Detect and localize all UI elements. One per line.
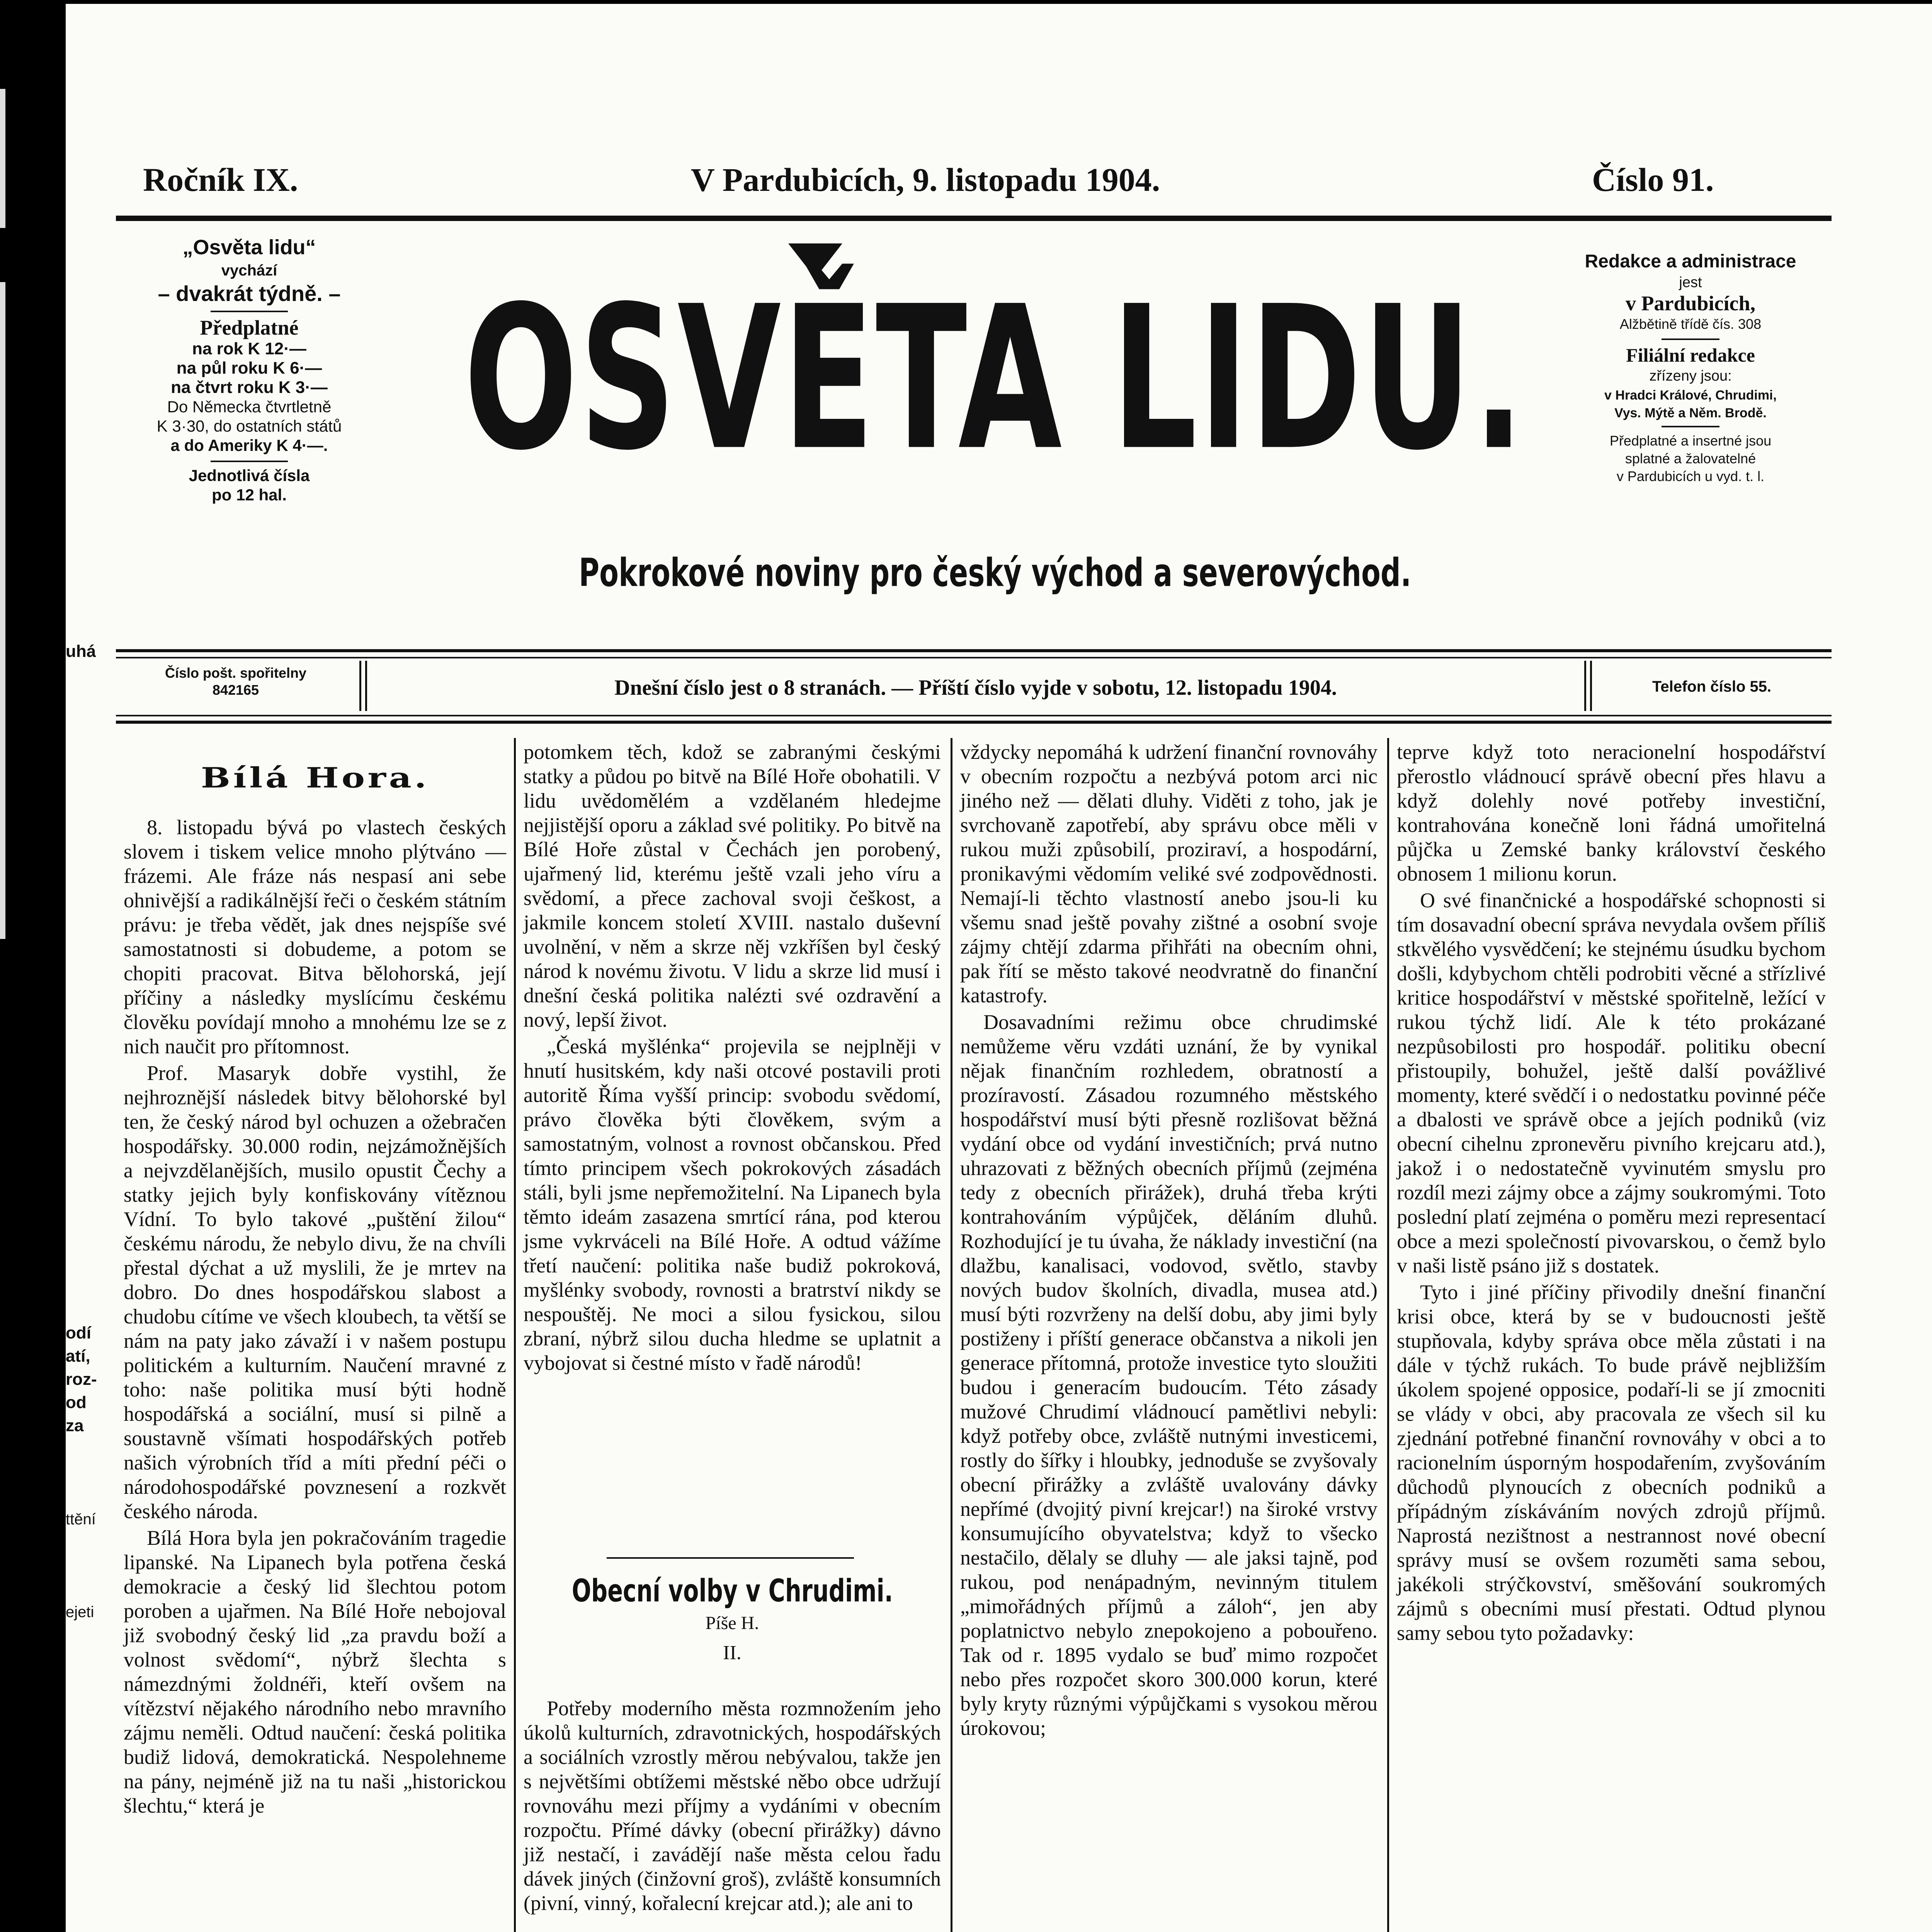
paragraph: Potřeby moderního města rozmnožením jeho úkolů kulturních, zdravotnických, hospodářských a sociálních vzrostly měrou nebývalou, takže jen s největšími obtížemi městské něbo obce udržují rovnováhu mezi příjmy a vydáními v obecním rozpočtu. Přímé dávky (obecní přirážky) dávno již nestačí, i zavádějí naše města celou řadu dávek jiných (činžovní groš), zvláště konsumních (pivní, vinný, kořalecní krejcar atd.); ale ani to [524, 1697, 941, 1915]
fragment: od [66, 1393, 87, 1412]
fragment: ttění [66, 1511, 96, 1528]
article-column-2b [524, 1696, 941, 1932]
info-bar-divider [365, 661, 367, 711]
divider [1662, 338, 1719, 340]
paragraph: 8. listopadu bývá po vlastech českých slovem i tiskem velice mnoho plýtváno — frázemi. Ale fráze nás nespasí ani sebe ohnivější a radikálnější řeči o českém státním právu: je třeba vědět, jak dnes nejspíše své samostatnosti si dobudeme, a potom se chopiti pracovat. Bitva bělohorská, její příčiny a následky myslícímu českému člověku povídají mnoho a mnohému lze se z nich naučit pro přítomnost. [124, 816, 506, 1058]
info-bar-divider [1590, 661, 1592, 711]
info-bar-divider [1584, 661, 1586, 711]
article2-section: II. [723, 1642, 742, 1664]
place-and-date: V Pardubicích, 9. listopadu 1904. [690, 161, 1160, 198]
paragraph: Bílá Hora byla jen pokračováním tragedie lipanské. Na Lipanech byla potřena česká demokracie a český lid šlechtou potom poroben a ujařmen. Na Bílé Hoře nebojoval již svobodný český lid „za pravdu boží a volnost svědomí“, nýbrž šlechta s námezdnými žoldnéři, kteří ovšem na vítězství nějakého národního nebo mravního zájmu neměli. Odtud naučení: česká politika budiž lidová, demokratická. Nespolehneme na pány, nejméně již na tu naši „historickou šlechtu,“ která je [124, 1526, 506, 1817]
office-box [1569, 251, 1812, 485]
branch-cities: Vys. Mýtě a Něm. Brodě. [1614, 406, 1767, 420]
newspaper-page [66, 4, 1932, 1932]
masthead-title: OSVĚTA LIDU. [464, 264, 1526, 494]
office-title: Redakce a administrace [1585, 251, 1796, 272]
adjacent-page-fragments-4 [66, 1604, 94, 1621]
section-rule [607, 1557, 854, 1559]
article2-byline: Píše H. [705, 1613, 759, 1633]
article-column-1 [124, 815, 506, 1932]
single-copy-label: Jednotlivá čísla [189, 466, 310, 485]
volume-number: Ročník IX. [143, 161, 298, 198]
price-line: na čtvrt roku K 3·— [171, 378, 328, 397]
masthead-subtitle-wrap [406, 550, 1584, 596]
paragraph: teprve když toto neracionelní hospodářství přerostlo vládnoucí správě obecní přes hlavu a když dolehly nové potřeby investiční, kontrahována konečně loni řádná umořitelná půjčka u Zemské banky království českého obnosem 1 milionu korun. [1397, 740, 1826, 885]
branch-title: Filiální redakce [1626, 344, 1755, 366]
paragraph: O své finančnické a hospodářské schopnosti si tím dosavadní obecní správa nevydala ovšem příliš stkvělého vysvědčení; ke stejnému úsudku bychom došli, kdybychom chtěli podrobiti věcné a střízlivé kritice hospodářství v městské spořitelně, ležící v rukou týchž lidí. Ale k této prokázané nezpůsobilosti pro hospodář. politiku obecní přistoupily, bohužel, ještě další povážlivé momenty, které svědčí i o nedostatku povinné péče a dbalosti ve správě obce a jejích podniků (viz obecní cihelnu zpronevěru pivního krejcaru atd.), jakož i o nedostatečně vyvinutém smyslu pro rozdíl mezi zájmy obce a zájmy soukromými. Toto poslední platí zejména o poměru mezi representací obce a mezi společností pivovarskou, o čemž bylo v naši listě psáno již s dostatek. [1397, 889, 1826, 1277]
info-bar-rule-bottom [116, 715, 1832, 716]
article-column-2 [524, 740, 941, 1544]
paragraph: Tyto i jiné příčiny přivodily dnešní finanční krisi obce, která by se v budoucnosti ještě stupňovala, kdyby správa obce měla zůstati i na dále v týchž rukách. To bude právě nejbližším úkolem spojené opposice, podaří-li se jí zmocniti se vlády v obci, aby pracovala ze všech sil ku zjednání potřebné finanční rovnováhy v obci a to racionelním úsporným hospodařením, zvyšováním důchodů plynoucích z obecních podniků a přípádným získáváním nových zdrojů příjmů. Naprostá nezištnost a nestrannost nové obecní správy musí se ovšem rozuměti sama sebou, jakékoli strýčkovství, směšování soukromých zájmů s obecními musí přestati. Odtud plynou samy sebou tyto požadavky: [1397, 1281, 1826, 1645]
adjacent-page-fragments [66, 641, 96, 662]
paper-name-small: „Osvěta lidu“ [182, 236, 316, 259]
postal-account-number: 842165 [212, 682, 259, 698]
price-line: na rok K 12·— [192, 339, 306, 358]
fragment: atí, [66, 1347, 90, 1366]
masthead-subtitle: Pokrokové noviny pro český východ a severovýchod. [578, 550, 1412, 596]
left-edge-bars [0, 89, 8, 939]
divider [211, 311, 288, 312]
subscription-box [124, 236, 375, 505]
fragment: odí [66, 1323, 91, 1342]
article2-header [524, 1572, 941, 1664]
branch-line: zřízeny jsou: [1649, 368, 1732, 384]
adjacent-page-fragments-3 [66, 1511, 96, 1528]
fragment: roz- [66, 1370, 97, 1389]
masthead [406, 264, 1584, 583]
column-rule [514, 738, 516, 1932]
info-bar-rule-bottom2 [116, 721, 1832, 724]
telephone: Telefon číslo 55. [1652, 678, 1772, 695]
article2-title: Obecní volby v Chrudimi. [571, 1572, 893, 1609]
fragment: za [66, 1416, 84, 1435]
office-line: jest [1679, 274, 1702, 291]
postal-account-label: Číslo pošt. spořitelny [165, 665, 307, 681]
info-bar-rule-top2 [116, 657, 1832, 658]
price-line: K 3·30, do ostatních států [156, 417, 342, 435]
divider [1662, 426, 1719, 427]
price-line: a do Ameriky K 4·—. [170, 436, 328, 454]
adjacent-page-fragments-2 [66, 1321, 97, 1437]
paragraph: Prof. Masaryk dobře vystihl, že nejhroznější následek bitvy bělohorské byl ten, že český národ byl ochuzen a ožebračen hospodářsky. 30.000 rodin, nejzámožnějších a nejvzdělanějších, musilo opustit Čechy a statky jejich byly konfiskovány vítěznou Vídní. To bylo takové „puštění žilou“ českému národu, že nebylo divu, že na chvíli přestal dýchat a už myslili, že je mrtev na dobro. Do dnes hospodářskou slabost a chudobu cítíme ve všech kloubech, ta větší se nám na paty jako závaží i v našem postupu politickém a kulturním. Naučení mravné z toho: naše politika musí býti hodně hospodářská a sociální, musí si pilně a soustavně všímati hospodářských potřeb našich výrobních tříd a míti přední péči o národohospodářské povznesení a rozkvět českého národa. [124, 1061, 506, 1523]
divider [211, 461, 288, 462]
office-note: v Pardubicích u vyd. t. l. [1616, 468, 1765, 484]
fragment: uhá [66, 642, 96, 661]
paragraph: „Česká myšlénka“ projevila se nejplněji v hnutí husitském, kdy naši otcové postavili proti autoritě Říma vyšší princip: svobodu svědomí, právo člověka býti člověkem, svým a samostatným, volnost a rovnost občanskou. Před tímto principem všech pokrokových zásadách stáli, byli jsme nepřemožitelní. Na Lipanech byla těmto ideám zasazena smrtící rána, pod kterou jsme vykrváceli na Bílé Hoře. A odtud vážíme třetí naučení: politika naše budiž pokroková, myšlénky svobody, rovnosti a bratrství nikdy se nespouštěj. Ne moci a silou fysickou, silou zbraní, nýbrž silou ducha hledme se uplatnit a vybojovat si čestné místo v řadě národů! [524, 1035, 941, 1374]
paragraph: Dosavadními režimu obce chrudimské nemůžeme věru vzdáti uznání, že by vynikal nějak finančním rozhledem, obratností a prozíravostí. Zásadou rozumného městského hospodářství musí býti přesně rozlišovat běžná vydání obce od vydání investičních; prvá nutno uhrazovati z běžných obecních příjmů (zejména tedy z obecních přirážek), druhá třeba krýti kontrahováním výpůjček, děláním dluhů. Rozhodující je tu úvaha, že náklady investiční (na dlažbu, kanalisaci, vodovod, světlo, stavby nových budov školních, divadla, musea atd.) musí býti rozvrženy na delší dobu, aby jimi byly postiženy i příští generace občanstva a nikoli jen generace přítomná, protože investice tyto sloužiti budou i generacím budoucím. Této zásady mužové Chrudimí vládnoucí pamětlivi nebyli: když potřeby obce, zvláště nutnými investicemi, rostly do šířky i hloubky, jednoduše se zvyšovaly obecní přirážky a zvláště uvalovány dávky nepřímé (dvojitý pivní krejcar!) na široké vrstvy konsumujícího obyvatelstva; když to všecko nestačilo, dělaly se dluhy — ale jaksi tajně, pod rukou, pod nenápadným, nevinným titulem „mimořádných příjmů a záloh“, jen aby poplatnictvo nebylo znepokojeno a pobouřeno. Tak od r. 1895 vydalo se buď mimo rozpočet nebo přes rozpočet skoro 300.000 korun, které byly kryty různými výpůjčkami s vysokou měrou úrokovou; [960, 1010, 1378, 1740]
single-copy-price: po 12 hal. [212, 486, 287, 504]
branch-cities: v Hradci Králové, Chrudimi, [1604, 388, 1777, 403]
paragraph: potomkem těch, kdož se zabranými českými statky a půdou po bitvě na Bílé Hoře obohatili. V lidu uvědomělém a vzdělaném hledejme nejjistější oporu a základ své politiky. Po bitvě na Bílé Hoře zůstal v Čechách jen porobený, ujařmený lid, kterému ještě vzali jeho víru a svědomí, a přece zachoval svoji češkost, a jakmile koncem století XVIII. nastalo duševní uvolnění, v něm a skrze něj vzkříšen byl český národ k novému životu. V lidu a skrze lid musí i dnešní česká politika nalézti své ozdravění a nový, lepší život. [524, 740, 941, 1031]
office-address: Alžbětině třídě čís. 308 [1619, 316, 1762, 332]
info-bar-left [116, 665, 355, 699]
info-bar-center: Dnešní číslo jest o 8 stranách. — Příští číslo vyjde v sobotu, 12. listopadu 1904. [614, 676, 1337, 700]
info-bar-rule-top [116, 649, 1832, 652]
article-column-3 [960, 740, 1378, 1932]
article-title [124, 761, 506, 794]
issue-frequency: – dvakrát týdně. – [158, 281, 341, 306]
paragraph: vždycky nepomáhá k udržení finanční rovnováhy v obecním rozpočtu a nezbývá potom arci nic jiného než — dělati dluhy. Viděti z toho, jak je svrchovaně zapotřebí, aby správu obce měli v rukou muži způsobilí, proziraví, a hospodární, pronikavými vědomím veliké své zodpovědnosti. Nemají-li těchto vlastností anebo jsou-li ku všemu snad ještě povahy zištné a osobní svoje zájmy chtějí zdarma přihřáti na obecním ohni, pak řítí se město takové neodvratně do finanční katastrofy. [960, 740, 1378, 1007]
office-note: Předplatné a insertné jsou [1609, 433, 1772, 449]
article-column-4 [1397, 740, 1826, 1932]
issue-frequency-label: vychází [221, 262, 277, 279]
article-title-text: Bílá Hora. [201, 761, 429, 794]
subscription-title: Předplatné [200, 316, 299, 339]
price-line: na půl roku K 6·— [176, 359, 322, 378]
info-bar-divider [359, 661, 361, 711]
fragment: ejeti [66, 1604, 94, 1621]
column-rule [1387, 738, 1389, 1932]
office-city: v Pardubicích, [1625, 292, 1756, 315]
office-note: splatné a žalovatelné [1625, 451, 1756, 466]
issue-number: Číslo 91. [1592, 161, 1714, 198]
price-line: Do Německa čtvrtletně [167, 398, 332, 416]
column-rule [951, 738, 952, 1932]
